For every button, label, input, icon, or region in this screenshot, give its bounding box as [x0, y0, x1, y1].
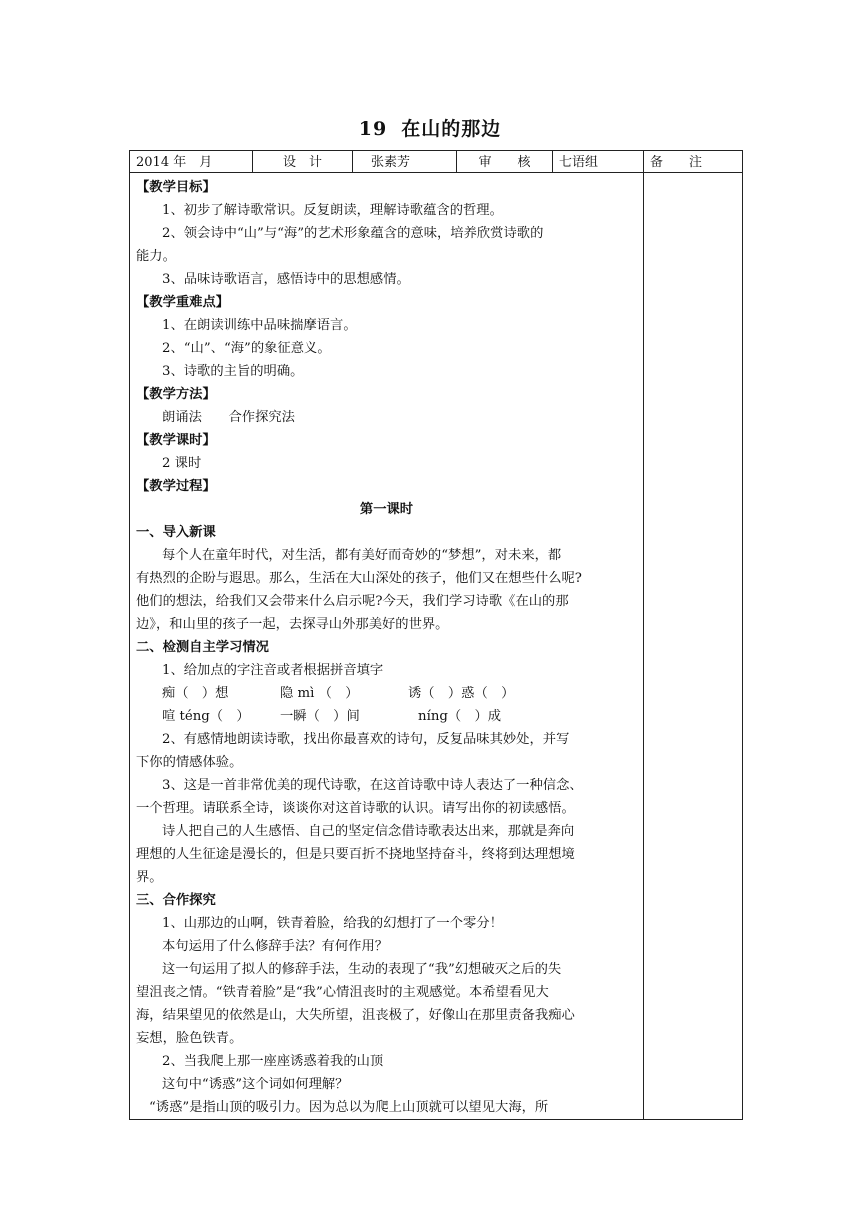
- exercise-row: [136, 682, 637, 705]
- section-heading: 【教学方法】: [136, 387, 216, 402]
- exercise-item: 隐 mì （ ）: [280, 686, 359, 701]
- review-label: 审 核: [457, 151, 553, 173]
- paragraph: 界。: [136, 870, 163, 885]
- paragraph: 望沮丧之情。“铁青着脸”是“我”心情沮丧时的主观感觉。本希望看见大: [136, 985, 549, 1000]
- paragraph: 2 课时: [162, 456, 202, 471]
- paragraph: 诗人把自己的人生感悟、自己的坚定信念借诗歌表达出来，那就是奔向: [162, 824, 575, 839]
- designer-name: 张素芳: [353, 151, 457, 173]
- lesson-title: 在山的那边: [401, 118, 502, 140]
- paragraph: 3、这是一首非常优美的现代诗歌，在这首诗歌中诗人表达了一种信念、: [162, 778, 583, 793]
- exercise-item: 痴（ ）想: [162, 686, 229, 701]
- paragraph: 妄想，脸色铁青。: [136, 1031, 243, 1046]
- exercise-item: 喧 téng（ ）: [162, 709, 250, 724]
- lesson-plan-table: [129, 150, 743, 1120]
- paragraph: 1、初步了解诗歌常识。反复朗读，理解诗歌蕴含的哲理。: [162, 203, 503, 218]
- paragraph: 2、“山”、“海”的象征意义。: [162, 341, 331, 356]
- lesson-heading: 第一课时: [359, 502, 414, 517]
- paragraph: 3、诗歌的主旨的明确。: [162, 364, 304, 379]
- remark-label: 备 注: [644, 151, 743, 173]
- paragraph: 朗诵法 合作探究法: [162, 410, 295, 425]
- paragraph: “诱惑”是指山顶的吸引力。因为总以为爬上山顶就可以望见大海，所: [149, 1100, 549, 1115]
- paragraph: 他们的想法，给我们又会带来什么启示呢?今天，我们学习诗歌《在山的那: [136, 594, 569, 609]
- paragraph: 能力。: [136, 249, 176, 264]
- paragraph: 3、品味诗歌语言，感悟诗中的思想感情。: [162, 272, 410, 287]
- paragraph: 有热烈的企盼与遐思。那么，生活在大山深处的孩子，他们又在想些什么呢?: [136, 571, 582, 586]
- reviewer-name: 七语组: [553, 151, 644, 173]
- design-label: 设 计: [253, 151, 353, 173]
- paragraph: 2、领会诗中“山”与“海”的艺术形象蕴含的意味，培养欣赏诗歌的: [162, 226, 544, 241]
- body-row: [130, 173, 743, 1120]
- paragraph: 理想的人生征途是漫长的，但是只要百折不挠地坚持奋斗，终将到达理想境: [136, 847, 575, 862]
- exercise-row: [136, 705, 637, 728]
- remark-column: [644, 173, 743, 1120]
- paragraph: 1、在朗读训练中品味揣摩语言。: [162, 318, 357, 333]
- section-heading: 【教学重难点】: [136, 295, 230, 310]
- paragraph: 一个哲理。请联系全诗，谈谈你对这首诗歌的认识。请写出你的初读感悟。: [136, 801, 575, 816]
- paragraph: 本句运用了什么修辞手法？有何作用？: [162, 939, 389, 954]
- header-row: [130, 151, 743, 173]
- section-heading: 【教学课时】: [136, 433, 216, 448]
- section-heading: 三、合作探究: [136, 893, 216, 908]
- lesson-number: 19: [358, 118, 388, 140]
- exercise-item: 一瞬（ ）间: [280, 709, 360, 724]
- section-heading: 【教学过程】: [136, 479, 216, 494]
- exercise-item: 诱（ ）惑（ ）: [408, 686, 515, 701]
- paragraph: 每个人在童年时代，对生活，都有美好而奇妙的“梦想”，对未来，都: [162, 548, 562, 563]
- paragraph: 2、当我爬上那一座座诱惑着我的山顶: [162, 1054, 384, 1069]
- section-heading: 一、导入新课: [136, 525, 216, 540]
- date-cell: 2014 年 月: [130, 151, 253, 173]
- paragraph: 1、给加点的字注音或者根据拼音填字: [162, 663, 384, 678]
- paragraph: 这一句运用了拟人的修辞手法，生动的表现了“我”幻想破灭之后的失: [162, 962, 562, 977]
- page-title: [0, 114, 860, 141]
- section-heading: 【教学目标】: [136, 180, 216, 195]
- section-heading: 二、检测自主学习情况: [136, 640, 269, 655]
- paragraph: 下你的情感体验。: [136, 755, 243, 770]
- paragraph: 海，结果望见的依然是山，大失所望，沮丧极了，好像山在那里责备我痴心: [136, 1008, 575, 1023]
- paragraph: 边》，和山里的孩子一起，去探寻山外那美好的世界。: [136, 617, 449, 632]
- paragraph: 这句中“诱惑”这个词如何理解？: [162, 1077, 349, 1092]
- content-cell: [130, 173, 644, 1120]
- exercise-item: níng（ ）成: [418, 709, 502, 724]
- paragraph: 2、有感情地朗读诗歌，找出你最喜欢的诗句，反复品味其妙处，并写: [162, 732, 570, 747]
- paragraph: 1、山那边的山啊，铁青着脸，给我的幻想打了一个零分！: [162, 916, 503, 931]
